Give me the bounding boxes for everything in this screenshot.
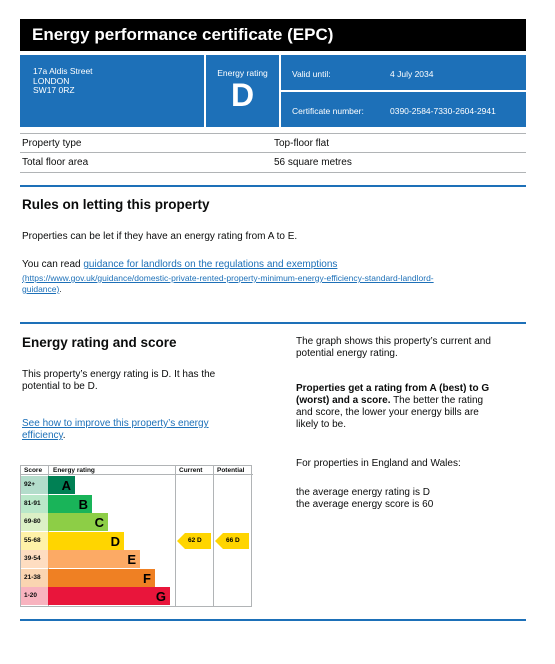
band-score-range: 81-91 [21,495,48,513]
band-score-range: 55-68 [21,532,48,550]
floor-area-label: Total floor area [22,157,89,168]
potential-score: 66 [226,536,234,544]
band-score-range: 39-54 [21,550,48,568]
score-heading: Energy rating and score [22,335,177,350]
page-title: Energy performance certificate (EPC) [20,19,526,51]
band-letter: F [48,569,155,587]
energy-rating-box [206,55,279,127]
floor-area-row [20,153,526,173]
address-line2: LONDON [33,75,70,86]
potential-letter: D [235,536,240,544]
epc-rating-graph [20,465,252,607]
landlord-guidance-link[interactable]: guidance for landlords on the regulations and exemptions [83,259,338,270]
band-letter: D [48,532,124,550]
band-letter: A [48,476,75,494]
certificate-number-value: 0390-2584-7330-2604-2941 [390,106,496,116]
certificate-number-label: Certificate number: [292,106,364,116]
graph-explanation: The graph shows this property’s current and potential energy rating. [296,336,491,359]
band-score-range: 21-38 [21,569,48,587]
letting-guidance-paragraph: You can read guidance for landlords on the regulations and exemptions [22,259,338,270]
current-score: 62 [188,536,196,544]
valid-until-label: Valid until: [292,69,331,79]
certificate-number-box [281,92,526,127]
section-divider [20,619,526,621]
section-divider [20,322,526,324]
band-letter: G [48,587,170,605]
letting-heading: Rules on letting this property [22,197,210,212]
property-type-label: Property type [22,138,82,149]
band-letter: C [48,513,108,531]
energy-rating-value: D [230,77,255,113]
property-type-value: Top-floor flat [274,138,330,149]
current-letter: D [197,536,202,544]
band-letter: E [48,550,140,568]
graph-header-potential: Potential [217,467,245,474]
section-divider [20,185,526,187]
guidance-url[interactable]: (https://www.gov.uk/guidance/domestic-private-rented-property-minimum-energy-efficiency-standard-landlord- guidance). [22,273,434,294]
valid-until-box [281,55,526,90]
score-paragraph: This property’s energy rating is D. It has the potential to be D. [22,369,216,392]
address-box [20,55,204,127]
england-wales-label: For properties in England and Wales: [296,458,461,469]
band-score-range: 1-20 [21,587,48,605]
improve-efficiency-link[interactable]: See how to improve this property’s energy efficiency. [22,418,209,441]
address-line3: SW17 0RZ [33,85,75,95]
band-score-range: 92+ [21,476,48,494]
floor-area-value: 56 square metres [274,157,352,168]
rating-explanation: Properties get a rating from A (best) to G (worst) and a score. The better the rating and score, the lower your energy bills are likely to be. [296,383,490,430]
property-type-row [20,133,526,153]
graph-header-current: Current [179,467,203,474]
letting-paragraph: Properties can be let if they have an energy rating from A to E. [22,231,298,242]
valid-until-value: 4 July 2034 [390,69,434,79]
graph-header-score: Score [24,467,43,474]
band-score-range: 69-80 [21,513,48,531]
address-line1: 17a Aldis Street [33,66,93,76]
band-letter: B [48,495,92,513]
average-rating: the average energy rating is D the average energy score is 60 [296,487,434,510]
energy-rating-label: Energy rating [217,68,268,78]
graph-header-rating: Energy rating [53,467,95,474]
